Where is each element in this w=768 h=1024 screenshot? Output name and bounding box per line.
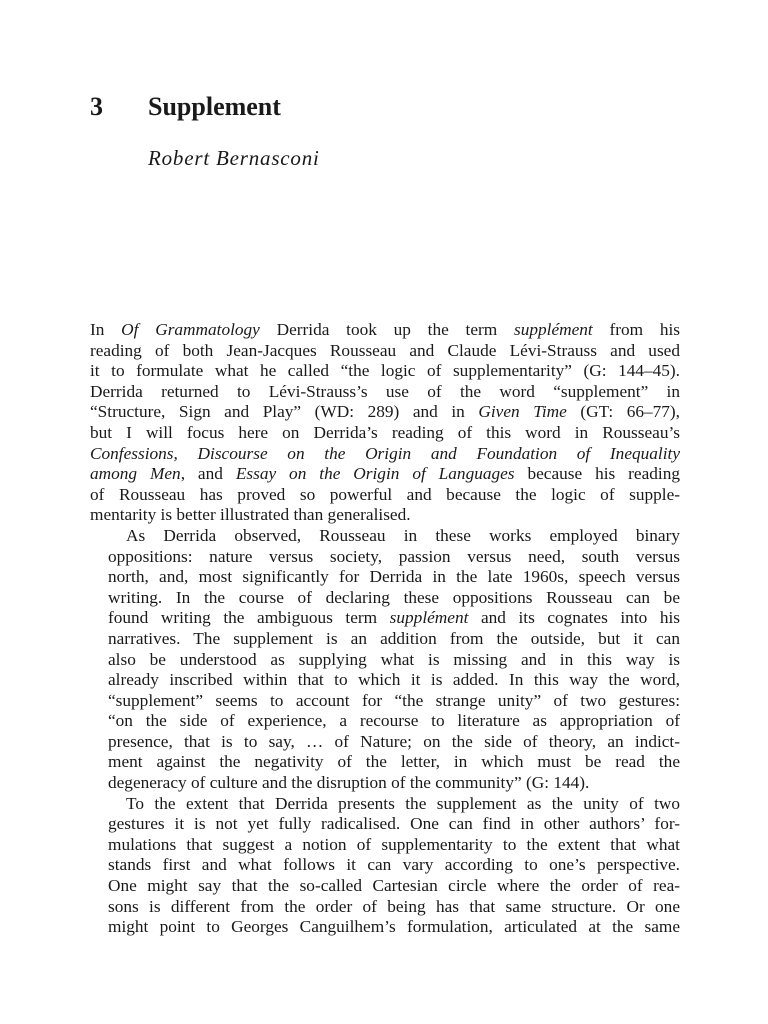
text-line xyxy=(90,402,680,423)
text-run: “supplement” seems to account for “the strange unity” of two gestures: xyxy=(108,690,680,710)
text-line xyxy=(90,835,680,856)
italic-text: supplément xyxy=(514,320,593,339)
text-line xyxy=(90,711,680,732)
text-run: degeneracy of culture and the disruption of the community” (G: 144). xyxy=(108,773,590,793)
text-run: ment against the negativity of the letter, in which must be read the xyxy=(108,752,680,772)
text-run: found writing the ambiguous term xyxy=(108,608,390,628)
text-run: mentarity is better illustrated than generalised. xyxy=(90,505,411,525)
text-run: gestures it is not yet fully radicalised. One can find in other authors’ for- xyxy=(108,814,680,834)
italic-text: supplément xyxy=(389,608,469,628)
text-run: narratives. The supplement is an addition from the outside, but it can xyxy=(108,628,680,648)
text-line xyxy=(90,361,680,382)
text-run: and its cognates into his xyxy=(468,608,680,628)
text-run: north, and, most significantly for Derrida in the late 1960s, speech versus xyxy=(108,567,680,587)
paragraph xyxy=(90,320,680,526)
text-run: sons is different from the order of being has that same structure. Or one xyxy=(108,896,680,916)
text-line xyxy=(90,752,680,773)
text-run: of Rousseau has proved so powerful and because the logic of supple- xyxy=(90,484,680,504)
text-line xyxy=(90,670,680,691)
text-run: also be understood as supplying what is missing and in this way is xyxy=(108,649,680,669)
text-run: Derrida took up the term xyxy=(259,320,514,339)
text-line xyxy=(90,876,680,897)
text-run: mulations that suggest a notion of supplementarity to the extent that what xyxy=(108,834,680,854)
text-line xyxy=(90,897,680,918)
text-run: In xyxy=(90,320,122,339)
text-run: , and xyxy=(180,464,236,484)
chapter-title: Supplement xyxy=(148,92,281,121)
text-line xyxy=(90,382,680,403)
text-run: To the extent that Derrida presents the supplement as the unity of two xyxy=(126,793,680,813)
text-run: might point to Georges Canguilhem’s formulation, articulated at the same xyxy=(108,917,680,937)
text-line xyxy=(90,423,680,444)
text-run: Derrida returned to Lévi-Strauss’s use of the word “supplement” in xyxy=(90,381,680,401)
text-line xyxy=(90,650,680,671)
text-run: “Structure, Sign and Play” (WD: 289) and in xyxy=(90,402,479,422)
chapter-author: Robert Bernasconi xyxy=(148,146,320,170)
text-line xyxy=(90,341,680,362)
text-run: already inscribed within that to which it is added. In this way the word, xyxy=(108,670,680,690)
italic-text: among Men xyxy=(90,464,181,484)
italic-text: Of Grammatology xyxy=(121,320,260,339)
text-line xyxy=(90,794,680,815)
text-run: (GT: 66–77), xyxy=(566,402,680,422)
chapter-heading xyxy=(90,92,281,122)
text-line xyxy=(90,917,680,938)
text-line xyxy=(90,464,680,485)
text-line xyxy=(90,773,680,794)
body-text xyxy=(90,320,680,938)
text-run: from his xyxy=(592,320,681,339)
italic-text: Confessions, Discourse on the Origin and Foundation of Inequality xyxy=(90,443,680,463)
text-line xyxy=(90,526,680,547)
text-line xyxy=(90,629,680,650)
text-run: As Derrida observed, Rousseau in these works employed binary xyxy=(126,525,680,545)
text-run: because his reading xyxy=(514,464,680,484)
text-line xyxy=(90,505,680,526)
text-run: stands first and what follows it can vary according to one’s perspective. xyxy=(108,855,680,875)
text-line xyxy=(90,855,680,876)
text-line xyxy=(90,444,680,465)
italic-text: Essay on the Origin of Languages xyxy=(235,464,515,484)
text-run: “on the side of experience, a recourse to literature as appropriation of xyxy=(108,711,680,731)
text-line xyxy=(90,320,680,341)
text-line xyxy=(90,588,680,609)
text-line xyxy=(90,608,680,629)
paragraph xyxy=(90,526,680,794)
text-run: One might say that the so-called Cartesian circle where the order of rea- xyxy=(108,876,680,896)
text-line xyxy=(90,485,680,506)
text-run: oppositions: nature versus society, passion versus need, south versus xyxy=(108,546,680,566)
text-line xyxy=(90,814,680,835)
paragraph xyxy=(90,794,680,938)
chapter-number: 3 xyxy=(90,92,103,121)
italic-text: Given Time xyxy=(478,402,567,422)
text-run: presence, that is to say, … of Nature; on the side of theory, an indict- xyxy=(108,731,680,751)
text-line xyxy=(90,732,680,753)
text-run: reading of both Jean-Jacques Rousseau and Claude Lévi-Strauss and used xyxy=(90,340,680,360)
text-line xyxy=(90,547,680,568)
text-run: but I will focus here on Derrida’s reading of this word in Rousseau’s xyxy=(90,422,680,442)
text-run: writing. In the course of declaring these oppositions Rousseau can be xyxy=(108,587,680,607)
text-line xyxy=(90,691,680,712)
text-line xyxy=(90,567,680,588)
text-run: it to formulate what he called “the logic of supplementarity” (G: 144–45). xyxy=(90,361,680,381)
